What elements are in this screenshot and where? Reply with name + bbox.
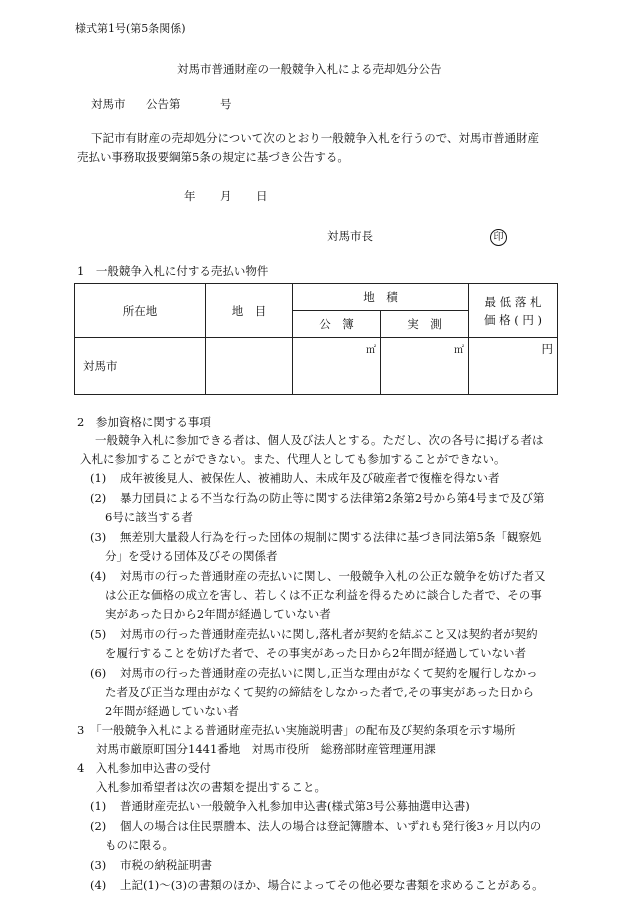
property-table bbox=[74, 283, 558, 395]
item-number: (6) bbox=[90, 666, 107, 680]
item-text: 対馬市の行った普通財産の売払いに関し,正当な理由がなくて契約を履行しなかっ bbox=[120, 666, 538, 680]
seal-icon: 印 bbox=[490, 229, 507, 246]
header-min-price-line1: 最 低 落 札 bbox=[484, 294, 542, 309]
item-text: 無差別大量殺人行為を行った団体の規制に関する法律に基づき同法第5条「観察処 bbox=[120, 530, 542, 544]
section2-para-2: 入札に参加することができない。また、代理人としても参加することができない。 bbox=[80, 452, 506, 466]
item-number: (2) bbox=[90, 819, 107, 833]
item-text: 暴力団員による不当な行為の防止等に関する法律第2条第2号から第4号まで及び第 bbox=[120, 491, 545, 505]
item-number: (3) bbox=[90, 530, 107, 544]
section2-para-1: 一般競争入札に参加できる者は、個人及び法人とする。ただし、次の各号に掲げる者は bbox=[95, 433, 544, 447]
seal-mark bbox=[490, 229, 507, 246]
header-category: 地 目 bbox=[206, 284, 293, 338]
cell-price-unit: 円 bbox=[469, 338, 558, 395]
item-number: (4) bbox=[90, 569, 107, 583]
item-text: 6号に該当する者 bbox=[105, 510, 193, 524]
section1-heading: 1 一般競争入札に付する売払い物件 bbox=[77, 264, 269, 278]
item-number: (4) bbox=[90, 878, 107, 892]
item-number: (5) bbox=[90, 627, 107, 641]
item-text: 対馬市の行った普通財産の売払いに関し、一般競争入札の公正な競争を妨げた者又 bbox=[120, 569, 546, 583]
item-number: (1) bbox=[90, 799, 107, 813]
section4-para-1: 入札参加希望者は次の書類を提出すること。 bbox=[96, 780, 326, 794]
item-text: 上記(1)～(3)の書類のほか、場合によってその他必要な書類を求めることがある。 bbox=[120, 878, 544, 892]
header-min-price bbox=[469, 284, 558, 338]
item-number: (2) bbox=[90, 491, 107, 505]
notice-number-label: 公告第 bbox=[146, 97, 181, 111]
item-text: を履行することを妨げた者で、その事実があった日から2年間が経過していない者 bbox=[105, 646, 526, 660]
header-actual: 実 測 bbox=[381, 311, 469, 338]
item-text: は公正な価格の成立を害し、若しくは不正な利益を得るために談合した者で、その事 bbox=[105, 588, 542, 602]
intro-line-2: 売払い事務取扱要綱第5条の規定に基づき公告する。 bbox=[77, 150, 349, 164]
cell-location: 対馬市 bbox=[75, 338, 206, 395]
notice-number-unit: 号 bbox=[220, 97, 232, 111]
cell-category bbox=[206, 338, 293, 395]
form-number: 様式第1号(第5条関係) bbox=[75, 22, 186, 35]
page-title: 対馬市普通財産の一般競争入札による売却処分公告 bbox=[177, 62, 442, 76]
mayor-title: 対馬市長 bbox=[327, 229, 373, 243]
section3-place: 対馬市厳原町国分1441番地 対馬市役所 総務部財産管理運用課 bbox=[96, 742, 436, 756]
date-day: 日 bbox=[256, 189, 268, 203]
section4-heading: 4 入札参加申込書の受付 bbox=[77, 761, 211, 775]
header-area: 地 積 bbox=[293, 284, 469, 311]
item-number: (3) bbox=[90, 858, 107, 872]
item-text: 対馬市の行った普通財産売払いに関し,落札者が契約を結ぶこと又は契約者が契約 bbox=[120, 627, 538, 641]
item-text: 普通財産売払い一般競争入札参加申込書(様式第3号公募抽選申込書) bbox=[120, 799, 470, 813]
header-registry: 公 簿 bbox=[293, 311, 381, 338]
item-text: 分」を受ける団体及びその関係者 bbox=[105, 549, 278, 563]
section3-heading: 3 「一般競争入札による普通財産売払い実施説明書」の配布及び契約条項を示す場所 bbox=[77, 723, 516, 737]
item-text: 成年被後見人、被保佐人、被補助人、未成年及び破産者で復権を得ない者 bbox=[120, 471, 500, 485]
cell-registry-unit: ㎡ bbox=[293, 338, 381, 395]
date-month: 月 bbox=[220, 189, 232, 203]
item-number: (1) bbox=[90, 471, 107, 485]
notice-number-city: 対馬市 bbox=[91, 97, 126, 111]
date-year: 年 bbox=[184, 189, 196, 203]
item-text: ものに限る。 bbox=[105, 838, 174, 852]
header-location: 所在地 bbox=[75, 284, 206, 338]
item-text: 2年間が経過していない者 bbox=[105, 704, 239, 718]
item-text: 市税の納税証明書 bbox=[120, 858, 212, 872]
item-text: 実があった日から2年間が経過していない者 bbox=[105, 607, 331, 621]
item-text: 個人の場合は住民票謄本、法人の場合は登記簿謄本、いずれも発行後3ヶ月以内の bbox=[120, 819, 542, 833]
section2-heading: 2 参加資格に関する事項 bbox=[77, 415, 211, 429]
cell-actual-unit: ㎡ bbox=[381, 338, 469, 395]
item-text: た者及び正当な理由がなくて契約の締結をしなかった者で,その事実があった日から bbox=[105, 685, 535, 699]
intro-line-1: 下記市有財産の売却処分について次のとおり一般競争入札を行うので、対馬市普通財産 bbox=[91, 131, 540, 145]
header-min-price-line2: 価 格 ( 円 ) bbox=[483, 312, 543, 327]
